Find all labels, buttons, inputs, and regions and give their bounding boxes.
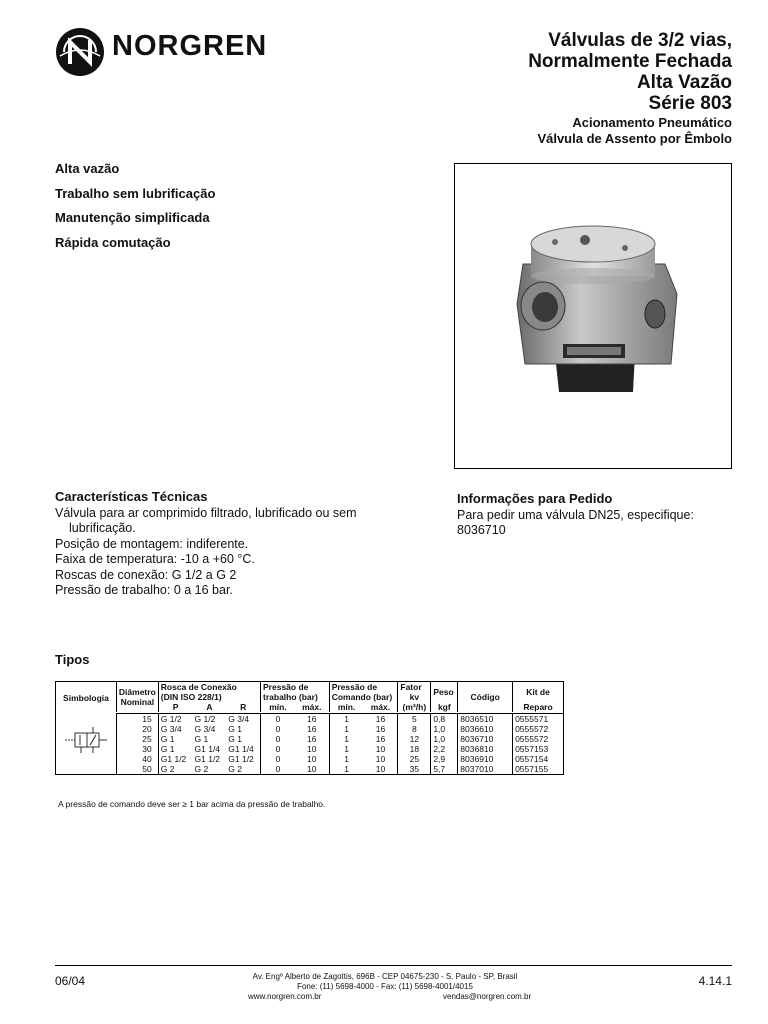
cell-diameter: 30 <box>116 744 158 754</box>
table-row <box>56 714 564 725</box>
cell-weight: 5,7 <box>431 764 458 775</box>
cell-work-min: 0 <box>261 714 295 725</box>
email-link[interactable]: vendas@norgren.com.br <box>443 992 532 1001</box>
cell-work-min: 0 <box>261 754 295 764</box>
cell-kv: 12 <box>398 734 431 744</box>
cell-diameter: 25 <box>116 734 158 744</box>
table-row <box>56 724 564 734</box>
table-row <box>56 734 564 744</box>
cell-work-min: 0 <box>261 744 295 754</box>
cell-cmd-max: 16 <box>375 734 386 744</box>
characteristic-line: Faixa de temperatura: -10 a +60 °C. <box>55 552 255 566</box>
cell-thread-p: G 3/4 <box>158 724 192 734</box>
col-cmd-pressure: Pressão de Comando (bar) <box>329 682 398 703</box>
cell-code: 8037010 <box>458 764 513 775</box>
footer-date: 06/04 <box>55 974 86 988</box>
characteristic-line: Pressão de trabalho: 0 a 16 bar. <box>55 583 233 597</box>
col-thread-p: P <box>158 702 192 712</box>
cell-thread-a: G1 1/2 <box>194 754 221 764</box>
cell-work-min: 0 <box>261 764 295 775</box>
table-note: A pressão de comando deve ser ≥ 1 bar acima da pressão de trabalho. <box>58 799 326 809</box>
order-line: Para pedir uma válvula DN25, especifique: <box>457 507 694 522</box>
col-work-max: máx. <box>302 702 322 712</box>
cell-kv: 25 <box>398 754 431 764</box>
section-heading: Informações para Pedido <box>457 491 613 506</box>
cell-work-max: 10 <box>307 754 317 764</box>
cell-cmd-max: 16 <box>375 724 386 734</box>
cell-kv: 8 <box>398 724 431 734</box>
cell-cmd-max: 16 <box>375 714 386 724</box>
footer-divider <box>55 965 732 966</box>
address-line: Av. Engº Alberto de Zagottis, 696B - CEP 04675-230 - S. Paulo - SP, Brasil <box>252 972 518 981</box>
cell-kv: 18 <box>398 744 431 754</box>
cell-work-min: 0 <box>261 734 295 744</box>
cell-cmd-max: 10 <box>375 764 386 774</box>
cell-code: 8036710 <box>458 734 513 744</box>
cell-code: 8036610 <box>458 724 513 734</box>
norgren-logo <box>54 26 106 78</box>
cell-thread-a: G 2 <box>194 764 209 774</box>
cell-diameter: 50 <box>116 764 158 775</box>
col-kv-unit: (m³/h) <box>398 702 431 712</box>
cell-weight: 1,0 <box>431 724 458 734</box>
col-work-pressure: Pressão de trabalho (bar) <box>261 682 330 703</box>
feature-list <box>55 161 215 259</box>
cell-work-max: 10 <box>307 764 317 774</box>
col-weight: Peso <box>431 682 458 703</box>
footer-address <box>210 972 560 992</box>
phone-line: Fone: (11) 5698-4000 - Fax: (11) 5698-4001/4015 <box>297 982 473 991</box>
cell-work-max: 16 <box>307 724 317 734</box>
cell-thread-p: G 1 <box>158 734 192 744</box>
col-kit-sub: Reparo <box>513 702 564 712</box>
product-photo <box>454 163 732 469</box>
valve-image <box>455 164 731 468</box>
col-kit: Kit de <box>513 682 564 703</box>
cell-thread-r: G 2 <box>228 764 242 774</box>
cell-work-min: 0 <box>261 724 295 734</box>
characteristic-line: Posição de montagem: indiferente. <box>55 536 249 551</box>
technical-characteristics <box>55 489 395 599</box>
cell-weight: 0,8 <box>431 714 458 725</box>
cell-kv: 5 <box>398 714 431 725</box>
section-heading: Tipos <box>55 652 90 667</box>
types-table <box>55 681 564 775</box>
page-title <box>528 30 732 114</box>
col-cmd-min: mín. <box>329 702 363 712</box>
col-cmd-max: máx. <box>370 702 391 712</box>
title-line: Normalmente Fechada <box>528 51 732 72</box>
cell-diameter: 20 <box>116 724 158 734</box>
cell-thread-a: G 3/4 <box>194 724 216 734</box>
cell-diameter: 15 <box>116 714 158 725</box>
col-thread: Rosca de Conexão (DIN ISO 228/1) <box>158 682 260 703</box>
cell-thread-r: G1 1/4 <box>228 744 254 754</box>
subtitle-line: Acionamento Pneumático <box>572 115 732 130</box>
cell-kv: 35 <box>398 764 431 775</box>
cell-work-max: 10 <box>307 744 317 754</box>
cell-code: 8036510 <box>458 714 513 725</box>
cell-kit: 0557154 <box>513 754 564 764</box>
feature-item: Trabalho sem lubrificação <box>55 185 216 201</box>
cell-thread-p: G1 1/2 <box>158 754 192 764</box>
cell-cmd-max: 10 <box>375 744 386 754</box>
cell-cmd-min: 1 <box>329 734 363 744</box>
cell-work-max: 16 <box>307 734 317 744</box>
cell-kit: 0555572 <box>513 734 564 744</box>
cell-cmd-min: 1 <box>329 724 363 734</box>
cell-kit: 0557155 <box>513 764 564 775</box>
cell-thread-a: G1 1/4 <box>194 744 221 754</box>
col-symbol: Simbologia <box>63 692 109 703</box>
website-link[interactable]: www.norgren.com.br <box>248 992 322 1001</box>
cell-weight: 2,9 <box>431 754 458 764</box>
characteristic-line: Roscas de conexão: G 1/2 a G 2 <box>55 567 237 582</box>
feature-item: Alta vazão <box>55 161 120 176</box>
cell-cmd-min: 1 <box>329 714 363 725</box>
col-thread-a: A <box>206 702 213 712</box>
cell-thread-p: G 1/2 <box>158 714 192 725</box>
cell-weight: 1,0 <box>431 734 458 744</box>
valve-symbol-icon <box>56 714 117 775</box>
cell-code: 8036910 <box>458 754 513 764</box>
cell-thread-a: G 1/2 <box>194 714 216 724</box>
cell-work-max: 16 <box>307 714 317 724</box>
col-kv: Fator kv <box>398 682 431 703</box>
table-row <box>56 764 564 775</box>
characteristic-line: lubrificação. <box>69 521 136 535</box>
cell-thread-p: G 1 <box>158 744 192 754</box>
cell-cmd-min: 1 <box>329 754 363 764</box>
cell-kit: 0557153 <box>513 744 564 754</box>
cell-thread-r: G 1 <box>228 724 242 734</box>
section-heading: Características Técnicas <box>55 489 208 504</box>
cell-diameter: 40 <box>116 754 158 764</box>
col-code: Código <box>458 682 513 713</box>
subtitle-line: Válvula de Assento por Êmbolo <box>537 131 732 146</box>
feature-item: Rápida comutação <box>55 234 171 250</box>
table-row <box>56 754 564 764</box>
col-weight-unit: kgf <box>431 702 458 712</box>
cell-code: 8036810 <box>458 744 513 754</box>
cell-cmd-min: 1 <box>329 744 363 754</box>
cell-thread-a: G 1 <box>194 734 209 744</box>
table-row <box>56 744 564 754</box>
title-line: Alta Vazão <box>636 72 732 93</box>
cell-kit: 0555572 <box>513 724 564 734</box>
col-diameter: Diâmetro Nominal <box>116 682 158 713</box>
cell-cmd-max: 10 <box>375 754 386 764</box>
characteristic-line: Válvula para ar comprimido filtrado, lubrificado ou sem <box>55 505 357 520</box>
cell-thread-r: G1 1/2 <box>228 754 254 764</box>
feature-item: Manutenção simplificada <box>55 210 210 225</box>
title-line: Válvulas de 3/2 vias, <box>548 30 732 51</box>
order-information <box>457 491 737 539</box>
cell-cmd-min: 1 <box>329 764 363 775</box>
page-number: 4.14.1 <box>698 974 732 988</box>
cell-thread-r: G 1 <box>228 734 242 744</box>
col-work-min: mín. <box>261 702 295 712</box>
col-thread-r: R <box>240 702 247 712</box>
title-line: Série 803 <box>648 93 732 114</box>
cell-thread-r: G 3/4 <box>228 714 250 724</box>
brand-name: NORGREN <box>112 30 268 62</box>
cell-thread-p: G 2 <box>158 764 192 775</box>
page-subtitle <box>537 115 732 147</box>
cell-weight: 2,2 <box>431 744 458 754</box>
cell-kit: 0555571 <box>513 714 564 725</box>
order-code: 8036710 <box>457 523 506 537</box>
